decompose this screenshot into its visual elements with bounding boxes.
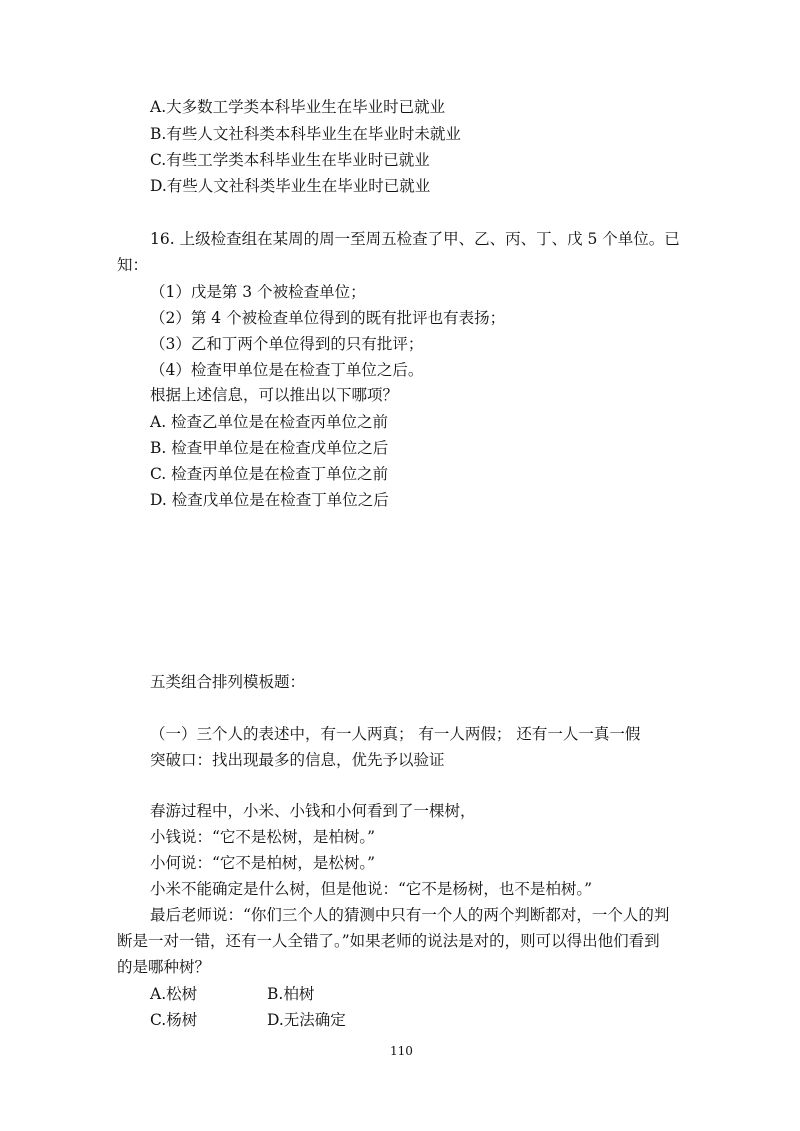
example-line-7: 的是哪种树？ — [117, 958, 211, 976]
example-line-5: 最后老师说：“你们三个人的猜测中只有一个人的两个判断都对，一个人的判 — [150, 906, 670, 924]
example-option-d: D.无法确定 — [267, 1011, 346, 1029]
q16-condition-4: （4）检查甲单位是在检查丁单位之后。 — [150, 361, 424, 379]
q16-option-b: B. 检查甲单位是在检查戊单位之后 — [150, 439, 389, 457]
example-line-1: 春游过程中，小米、小钱和小何看到了一棵树， — [150, 802, 476, 820]
q16-condition-2: （2）第 4 个被检查单位得到的既有批评也有表扬； — [150, 309, 506, 327]
q16-question: 根据上述信息，可以推出以下哪项？ — [150, 386, 399, 404]
q16-option-d: D. 检查戊单位是在检查丁单位之后 — [150, 491, 389, 509]
example-option-a: A.松树 — [150, 985, 198, 1003]
example-line-4: 小米不能确定是什么树，但是他说：“它不是杨树，也不是柏树。” — [150, 880, 593, 898]
q16-option-a: A. 检查乙单位是在检查丙单位之前 — [150, 413, 389, 431]
example-line-2: 小钱说：“它不是松树，是柏树。” — [150, 828, 376, 846]
example-line-3: 小何说：“它不是柏树，是松树。” — [150, 854, 376, 872]
example-line-6: 断是一对一错，还有一人全错了。”如果老师的说法是对的，则可以得出他们看到 — [117, 932, 660, 950]
q16-stem-line2: 知： — [117, 256, 149, 274]
q16-option-c: C. 检查丙单位是在检查丁单位之前 — [150, 465, 389, 483]
q15-option-d: D.有些人文社科类毕业生在毕业时已就业 — [150, 177, 431, 195]
q15-option-a: A.大多数工学类本科毕业生在毕业时已就业 — [150, 98, 446, 116]
section-breakthrough: 突破口：找出现最多的信息，优先予以验证 — [150, 751, 445, 769]
q15-option-c: C.有些工学类本科毕业生在毕业时已就业 — [150, 151, 430, 169]
example-option-b: B.柏树 — [267, 985, 315, 1003]
example-option-c: C.杨树 — [150, 1011, 198, 1029]
section-subtitle: （一）三个人的表述中，有一人两真； 有一人两假； 还有一人一真一假 — [150, 725, 641, 743]
section-title: 五类组合排列模板题： — [150, 673, 306, 691]
q15-option-b: B.有些人文社科类本科毕业生在毕业时未就业 — [150, 125, 461, 143]
q16-condition-1: （1）戊是第 3 个被检查单位； — [150, 283, 366, 301]
page-number: 110 — [390, 1044, 413, 1058]
q16-stem-line1: 16. 上级检查组在某周的周一至周五检查了甲、乙、丙、丁、戊 5 个单位。已 — [150, 230, 680, 248]
q16-condition-3: （3）乙和丁两个单位得到的只有批评； — [150, 335, 424, 353]
